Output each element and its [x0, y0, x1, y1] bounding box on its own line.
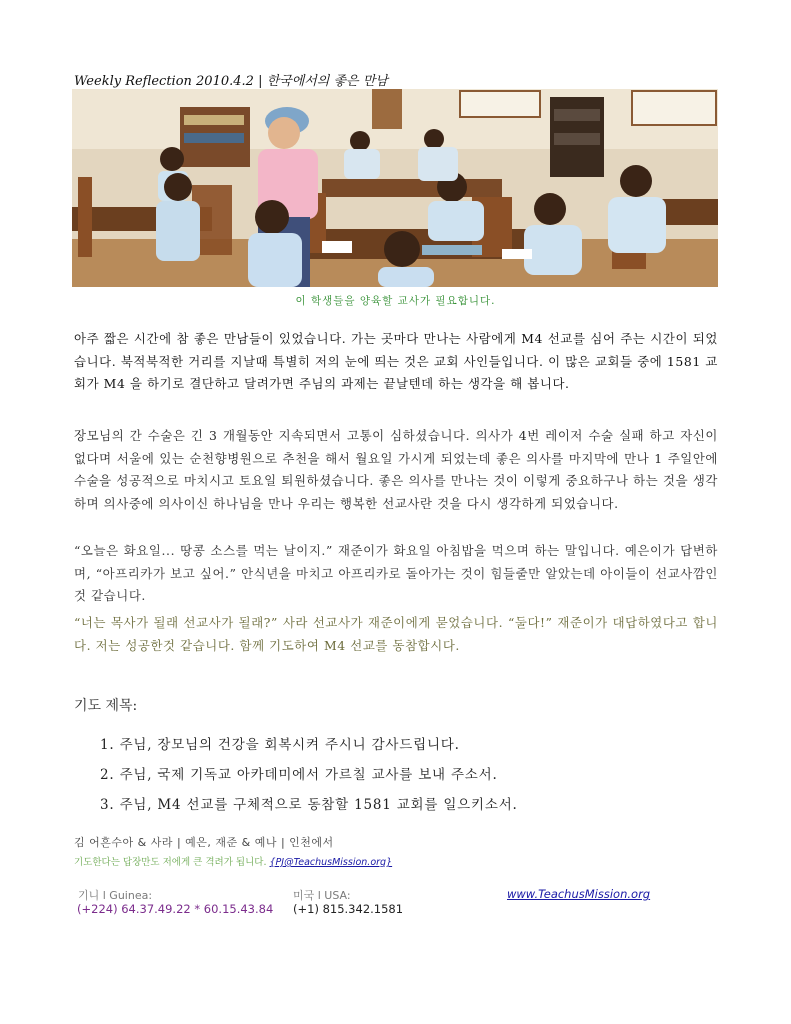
prayer-item: 1. 주님, 장모님의 건강을 회복시켜 주시니 감사드립니다. [100, 737, 460, 753]
website-link[interactable]: www.TeachusMission.org [507, 887, 651, 901]
prayer-list [100, 730, 700, 820]
classroom-photo-illustration [72, 89, 718, 287]
prayer-heading: 기도 제목: [74, 698, 138, 714]
usa-phone: (+1) 815.342.1581 [293, 902, 404, 916]
paragraph-calling: “너는 목사가 될래 선교사가 될래?” 사라 선교사가 재준이에게 묻었습니다. “둘다!” 재준이가 대답하였다고 합니다. 저는 성공한것 같습니다. 함께 기도하여 M4 선교를 동참합시다. [74, 615, 718, 653]
prayer-item: 3. 주님, M4 선교를 구체적으로 동참할 1581 교회를 일으키소서. [100, 797, 518, 813]
guinea-label: 기니 l Guinea: [78, 889, 153, 902]
guinea-phone: (+224) 64.37.49.22 * 60.15.43.84 [77, 902, 274, 916]
usa-label: 미국 l USA: [293, 889, 351, 902]
photo-caption: 이 학생들을 양육할 교사가 필요합니다. [295, 295, 496, 307]
paragraph-meetings: 아주 짧은 시간에 참 좋은 만남들이 있었습니다. 가는 곳마다 만나는 사람에게 M4 선교를 심어 주는 시간이 되었습니다. 북적북적한 거리를 지날때 특별히 저의 눈에 띄는 것은 교회 사인들입니다. 이 많은 교회들 중에 1581 교회가 M4 을 하기로 결단하고 달려가면 주님의 과제는 끝날텐데 하는 생각을 해 봅니다. [74, 331, 718, 391]
paragraph-surgery: 장모님의 간 수술은 긴 3 개월동안 지속되면서 고통이 심하셨습니다. 의사가 4번 레이저 수술 실패 하고 자신이 없다며 서울에 있는 순천향병원으로 추천을 해서 월요일 가시게 되었는데 좋은 의사를 마지막에 만나 1 주일안에 수술을 성공적으로 마치시고 토요일 퇴원하셨습니다. 좋은 의사를 만나는 것이 이렇게 중요하구나 하는 것을 생각하며 의사중에 의사이신 하나님을 만나 우리는 행복한 선교사란 것을 다시 생각하게 되었습니다. [74, 428, 718, 511]
email-link[interactable]: {PJ@TeachusMission.org} [269, 857, 393, 868]
prayer-item: 2. 주님, 국제 기독교 아카데미에서 가르칠 교사를 보내 주소서. [100, 767, 498, 783]
signature: 김 어흔수아 & 사라 | 예은, 재준 & 예나 | 인천에서 [74, 836, 334, 849]
paragraph-children: “오늘은 화요일... 땅콩 소스를 먹는 날이지.” 재준이가 화요일 아침밥을 먹으며 하는 말입니다. 예은이가 답변하며, “아프리카가 보고 싶어.” 안식년을 마치고 아프리카로 돌아가는 것이 힘들줄만 알았는데 아이들이 선교사깜인것 같습니다. [74, 543, 718, 603]
note-text: 기도한다는 답장만도 저에게 큰 격려가 됩니다. [74, 857, 267, 868]
website [507, 887, 650, 901]
classroom-photo [72, 89, 718, 287]
newsletter-title: Weekly Reflection 2010.4.2 | 한국에서의 좋은 만남 [74, 74, 388, 89]
prayer-reply-note [74, 854, 392, 868]
